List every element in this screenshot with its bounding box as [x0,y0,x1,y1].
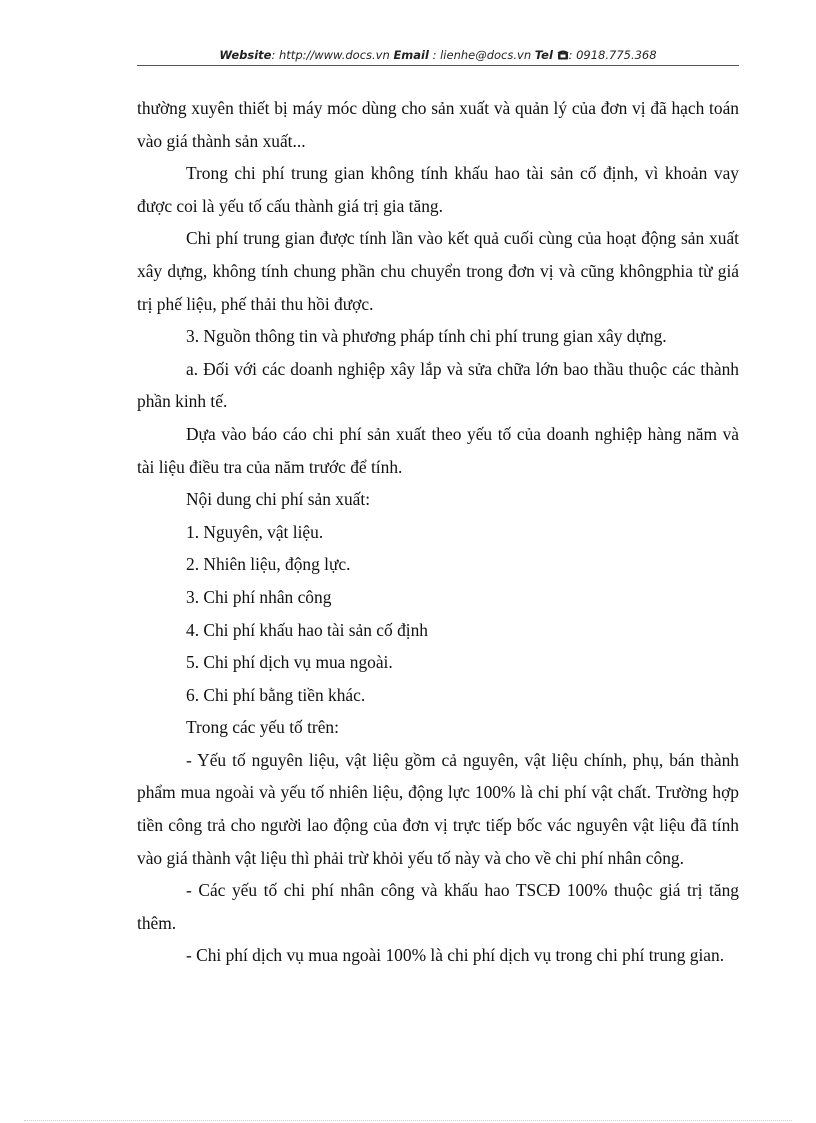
list-item: 6. Chi phí bằng tiền khác. [186,684,366,705]
email-value: : lienhe@docs.vn [432,48,532,62]
list-item: 1. Nguyên, vật liệu. [186,521,324,542]
list-item: 4. Chi phí khấu hao tài sản cố định [186,619,428,640]
tel-label: Tel [534,48,553,62]
paragraph: Trong chi phí trung gian không tính khấu hao tài sản cố định, vì khoản vay được coi là yếu tố cấu thành giá trị gia tăng. [137,163,739,216]
body-text [137,92,739,972]
subsection-heading: a. Đối với các doanh nghiệp xây lắp và sửa chữa lớn bao thầu thuộc các thành phần kinh tế. [137,358,739,412]
paragraph: - Yếu tố nguyên liệu, vật liệu gồm cả nguyên, vật liệu chính, phụ, bán thành phẩm mua ngoài và yếu tố nhiên liệu, động lực 100% là chi phí vật chất. Trường hợp tiền công trả cho người lao động của đơn vị trực tiếp bốc vác nguyên vật liệu đã tính vào giá thành vật liệu thì phải trừ khỏi yếu tố này và cho về chi phí nhân công. [137,749,739,868]
paragraph: Chi phí trung gian được tính lần vào kết quả cuối cùng của hoạt động sản xuất xây dựng, không tính chung phần chu chuyển trong đơn vị và cũng khôngphia từ giá trị phế liệu, phế thải thu hồi được. [137,228,739,314]
paragraph: - Các yếu tố chi phí nhân công và khấu hao TSCĐ 100% thuộc giá trị tăng thêm. [137,880,739,933]
paragraph: thường xuyên thiết bị máy móc dùng cho sản xuất và quản lý của đơn vị đã hạch toán vào giá thành sản xuất... [137,98,739,151]
paragraph: Trong các yếu tố trên: [186,717,339,738]
tel-value: : 0918.775.368 [568,48,657,62]
list-item: 2. Nhiên liệu, động lực. [186,554,351,575]
website-label: Website [219,48,272,62]
page-bottom-border [24,1120,792,1121]
header-divider [137,65,739,66]
paragraph: - Chi phí dịch vụ mua ngoài 100% là chi phí dịch vụ trong chi phí trung gian. [186,945,725,966]
email-label: Email [393,48,429,62]
phone-icon [557,49,569,60]
list-item: 5. Chi phí dịch vụ mua ngoài. [186,652,393,673]
list-item: 3. Chi phí nhân công [186,586,332,607]
website-value: : http://www.docs.vn [271,48,390,62]
paragraph: Dựa vào báo cáo chi phí sản xuất theo yếu tố của doanh nghiệp hàng năm và tài liệu điều tra của năm trước để tính. [137,423,739,477]
page-header [137,48,739,62]
section-heading: 3. Nguồn thông tin và phương pháp tính chi phí trung gian xây dựng. [186,326,667,347]
list-intro: Nội dung chi phí sản xuất: [186,489,371,510]
